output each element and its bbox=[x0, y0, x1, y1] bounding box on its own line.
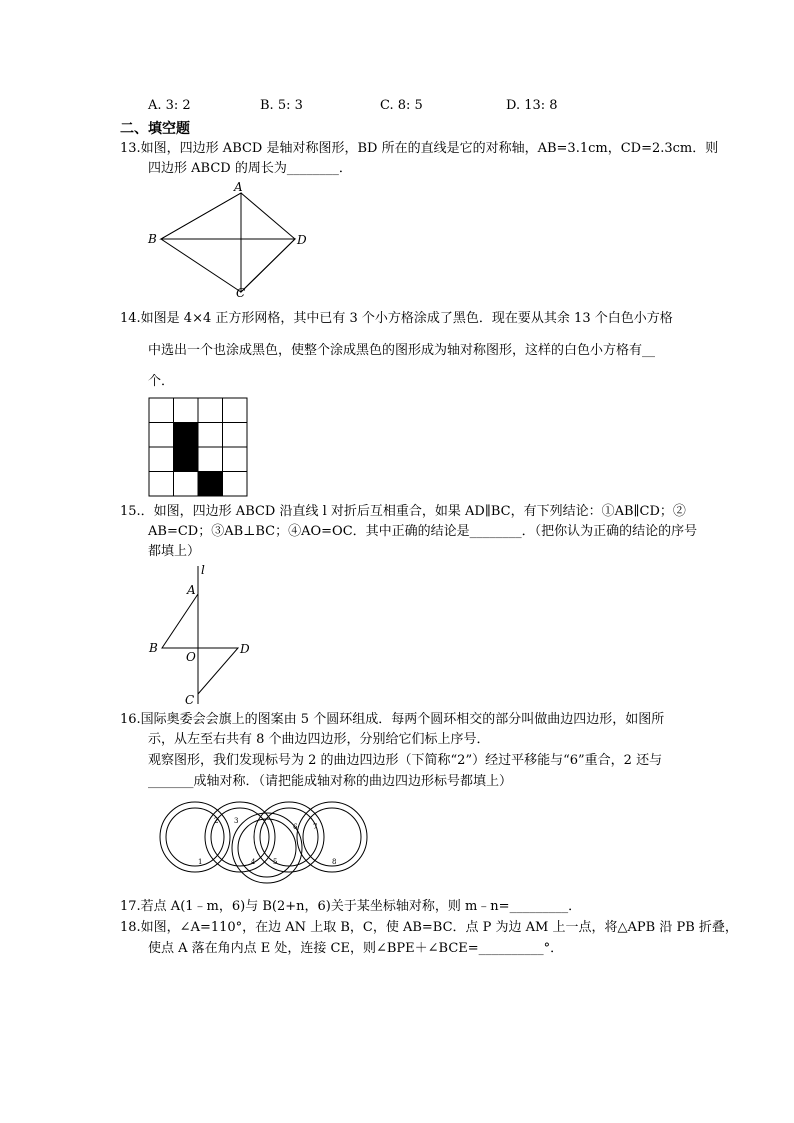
ring-region-number: 8 bbox=[332, 858, 337, 866]
grid-cell bbox=[198, 398, 223, 423]
q15-label-l: l bbox=[201, 563, 205, 577]
q15-label-c: C bbox=[185, 693, 195, 707]
q15-label-a: A bbox=[187, 583, 196, 597]
q13-kite-figure bbox=[148, 180, 308, 300]
grid-cell bbox=[149, 423, 174, 448]
grid-cell bbox=[198, 447, 223, 472]
q14-line1: 14.如图是 4×4 正方形网格，其中已有 3 个小方格涂成了黑色．现在要从其余 13 个白色小方格 bbox=[120, 311, 673, 326]
q13-label-b: B bbox=[148, 232, 157, 246]
grid-cell bbox=[149, 472, 174, 497]
grid-cell bbox=[223, 423, 248, 448]
grid-cell-black bbox=[174, 447, 199, 472]
q15-rhombus-figure bbox=[146, 562, 256, 707]
ring-region-number: 3 bbox=[234, 817, 239, 825]
q13-label-d: D bbox=[297, 233, 307, 247]
q14-line2: 中选出一个也涂成黑色，使整个涂成黑色的图形成为轴对称图形，这样的白色小方格有__ bbox=[148, 343, 656, 358]
choice-c: C. 8: 5 bbox=[380, 98, 423, 113]
ring-region-number: 2 bbox=[214, 817, 219, 825]
q13-label-a: A bbox=[234, 180, 243, 194]
ring-region-number: 4 bbox=[251, 858, 256, 866]
previous-choices bbox=[148, 98, 558, 114]
grid-cell bbox=[223, 472, 248, 497]
q18-line2: 使点 A 落在角内点 E 处，连接 CE，则∠BPE＋∠BCE=__________°． bbox=[148, 941, 564, 956]
grid-cell-black bbox=[174, 423, 199, 448]
q13-line2: 四边形 ABCD 的周长为________． bbox=[148, 161, 352, 176]
grid-cell bbox=[174, 398, 199, 423]
q15-label-b: B bbox=[149, 641, 158, 655]
q15-label-o: O bbox=[186, 650, 196, 664]
ring-region-number: 5 bbox=[273, 858, 278, 866]
q15-label-d: D bbox=[240, 642, 250, 656]
ring-region-number: 6 bbox=[293, 823, 298, 831]
q15-line1: 15.．如图，四边形 ABCD 沿直线 l 对折后互相重合，如果 AD∥BC，有下列结论：①AB∥CD；② bbox=[120, 504, 686, 519]
q16-line4: _______成轴对称．（请把能成轴对称的曲边四边形标号都填上） bbox=[148, 774, 513, 789]
q14-line3: 个． bbox=[148, 374, 175, 389]
q16-line2: 示，从左至右共有 8 个曲边四边形，分别给它们标上序号． bbox=[148, 732, 490, 747]
choice-d: D. 13: 8 bbox=[506, 98, 558, 113]
q18-line1: 18.如图，∠A=110°，在边 AN 上取 B，C，使 AB=BC．点 P 为边 AM 上一点，将△APB 沿 PB 折叠， bbox=[120, 920, 738, 935]
q17-line1: 17.若点 A(1﹣m，6)与 B(2+n，6)关于某坐标轴对称，则 m﹣n=_________． bbox=[120, 899, 582, 914]
ring-3-outer bbox=[254, 802, 324, 872]
choice-b: B. 5: 3 bbox=[260, 98, 303, 113]
q13-line1: 13.如图，四边形 ABCD 是轴对称图形，BD 所在的直线是它的对称轴，AB=3.1cm，CD=2.3cm．则 bbox=[120, 141, 719, 156]
ring-region-number: 7 bbox=[313, 823, 318, 831]
q13-label-c: C bbox=[236, 286, 246, 300]
choice-a: A. 3: 2 bbox=[148, 98, 191, 113]
q14-grid-figure bbox=[148, 397, 248, 497]
q16-line1: 16.国际奥委会会旗上的图案由 5 个圆环组成．每两个圆环相交的部分叫做曲边四边形，如图所 bbox=[120, 712, 665, 727]
grid-cell bbox=[149, 398, 174, 423]
grid-cell bbox=[149, 447, 174, 472]
q15-line3: 都填上） bbox=[148, 544, 201, 559]
q16-line3: 观察图形，我们发现标号为 2 的曲边四边形（下简称“2”）经过平移能与“6”重合，2 还与 bbox=[148, 753, 663, 768]
ring-region-number: 1 bbox=[198, 858, 203, 866]
grid-cell bbox=[174, 472, 199, 497]
grid-cell-black bbox=[198, 472, 223, 497]
grid-cell bbox=[223, 447, 248, 472]
grid-cell bbox=[198, 423, 223, 448]
ring-1-outer bbox=[160, 802, 230, 872]
q15-line2: AB=CD；③AB⊥BC；④AO=OC．其中正确的结论是________．（把你认为正确的结论的序号 bbox=[148, 524, 698, 539]
grid-cell bbox=[223, 398, 248, 423]
section-heading: 二、填空题 bbox=[120, 121, 190, 137]
q16-olympic-rings-figure bbox=[150, 797, 380, 892]
